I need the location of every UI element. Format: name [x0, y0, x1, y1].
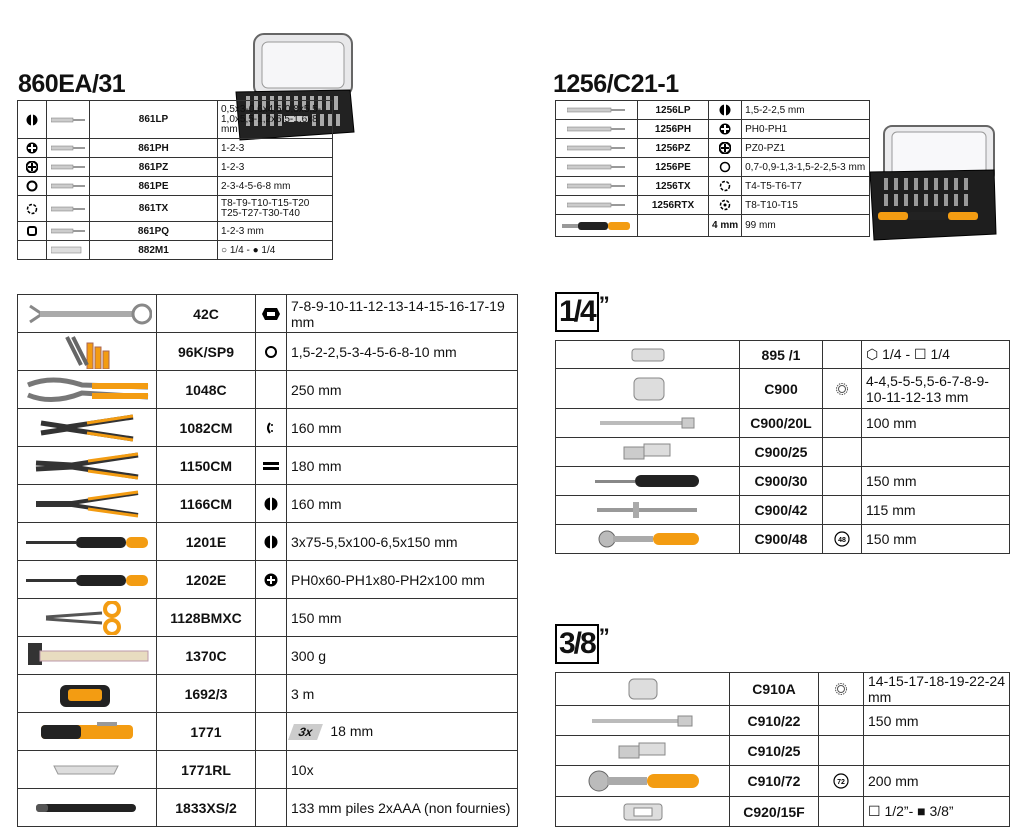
table-row — [556, 766, 1010, 797]
tool-image — [18, 561, 157, 599]
tool-image — [18, 371, 157, 409]
bit-image — [47, 139, 90, 158]
tool-code: 1771RL — [157, 751, 256, 789]
slot-icon — [256, 523, 287, 561]
threeeighth-drive-table — [555, 672, 1010, 827]
tool-code: C910/72 — [730, 766, 819, 797]
symbol-cell — [256, 751, 287, 789]
tool-spec-text: ⬡ 1/4 - ☐ 1/4 — [866, 346, 950, 362]
hex-socket-icon — [709, 158, 742, 177]
tool-code: C910/22 — [730, 706, 819, 736]
tool-spec-text: 300 g — [291, 647, 327, 664]
pozidriv-icon — [18, 158, 47, 177]
tool-spec — [862, 467, 1010, 496]
bit-spec: 1,5-2-2,5 mm — [742, 101, 870, 120]
tool-spec — [864, 673, 1010, 706]
phillips-icon — [709, 120, 742, 139]
tool-spec-text: 14-15-17-18-19-22-24 mm — [868, 673, 1005, 705]
tool-image — [18, 713, 157, 751]
tool-spec — [287, 675, 518, 713]
table-row — [18, 241, 333, 260]
tool-image — [18, 409, 157, 447]
tool-spec — [864, 736, 1010, 766]
slot-icon — [709, 101, 742, 120]
bit-spec: 1-2-3 mm — [218, 222, 333, 241]
tool-image — [18, 789, 157, 827]
symbol-cell — [256, 713, 287, 751]
bit-case-image — [868, 124, 998, 244]
tool-code: 1201E — [157, 523, 256, 561]
table-row — [18, 158, 333, 177]
tool-table — [17, 294, 518, 827]
table-row — [556, 177, 870, 196]
tool-spec — [862, 525, 1010, 554]
symbol-cell — [823, 341, 862, 369]
table-row — [18, 139, 333, 158]
drive-header-threeeighth — [555, 624, 610, 664]
tool-image — [18, 523, 157, 561]
set-title-right: 1256/C21-1 — [553, 70, 679, 98]
bit-spec: 0,5x3-0,6x4,5-0,8x5,5-1,0x5,5-1,2x6,5-1,6x8 mm — [218, 101, 333, 139]
tool-spec — [862, 369, 1010, 409]
bit-spec: 1-2-3 — [218, 139, 333, 158]
tool-code: 1150CM — [157, 447, 256, 485]
tool-code: 42C — [157, 295, 256, 333]
tool-spec-text: PH0x60-PH1x80-PH2x100 mm — [291, 571, 485, 588]
table-row — [18, 599, 518, 637]
tool-code: 1128BMXC — [157, 599, 256, 637]
table-row — [18, 177, 333, 196]
phillips-icon — [18, 139, 47, 158]
bit-code: 1256PH — [638, 120, 709, 139]
tool-code: 1692/3 — [157, 675, 256, 713]
tool-image — [556, 766, 730, 797]
bit-code: 861PH — [90, 139, 218, 158]
tool-image — [18, 751, 157, 789]
table-row — [556, 673, 1010, 706]
table-row — [18, 675, 518, 713]
tool-code: C900/20L — [740, 409, 823, 438]
table-row — [18, 196, 333, 222]
bit-code: 1256TX — [638, 177, 709, 196]
tool-image — [18, 333, 157, 371]
symbol-cell — [819, 797, 864, 827]
table-row — [556, 139, 870, 158]
tool-spec — [287, 295, 518, 333]
bit-image — [47, 101, 90, 139]
bit-spec: ○ 1/4 - ● 1/4 — [218, 241, 333, 260]
symbol-cell — [256, 637, 287, 675]
tool-spec-text: 4-4,5-5-5,5-6-7-8-9-10-11-12-13 mm — [866, 372, 989, 405]
tool-spec — [864, 797, 1010, 827]
table-row — [18, 447, 518, 485]
flat-jaw-icon — [256, 447, 287, 485]
tool-image — [556, 496, 740, 525]
inch-mark: ” — [598, 624, 610, 649]
tool-code: C900/25 — [740, 438, 823, 467]
table-row — [18, 295, 518, 333]
tool-image — [556, 369, 740, 409]
tool-spec — [287, 333, 518, 371]
symbol-cell — [823, 409, 862, 438]
bit-image — [47, 196, 90, 222]
symbol-cell — [256, 371, 287, 409]
set-table-left — [17, 100, 333, 260]
tool-spec-text: 115 mm — [866, 502, 916, 518]
round-jaw-icon — [256, 485, 287, 523]
table-row — [556, 525, 1010, 554]
bit-image — [556, 196, 638, 215]
slot-icon — [18, 101, 47, 139]
tool-spec — [862, 409, 1010, 438]
tool-spec-text: 3 m — [291, 685, 315, 702]
phillips-icon — [256, 561, 287, 599]
symbol-cell — [256, 599, 287, 637]
bit-code: 861PE — [90, 177, 218, 196]
square-icon — [18, 222, 47, 241]
bit-code: 1256LP — [638, 101, 709, 120]
tool-image — [556, 797, 730, 827]
tool-spec — [864, 706, 1010, 736]
svg-text:48: 48 — [838, 537, 846, 544]
tool-image — [556, 673, 730, 706]
blade-count-badge: 3x — [288, 724, 323, 740]
bit-code: 1256RTX — [638, 196, 709, 215]
table-row — [556, 736, 1010, 766]
bit-spec: T8-T9-T10-T15-T20 T25-T27-T30-T40 — [218, 196, 333, 222]
tool-image — [556, 467, 740, 496]
drive-label: 1/4 — [555, 292, 599, 332]
bit-code: 861PZ — [90, 158, 218, 177]
torx-icon — [18, 196, 47, 222]
tool-spec-text: 150 mm — [866, 473, 917, 489]
table-row — [556, 215, 870, 237]
tool-image — [18, 485, 157, 523]
handle-size: 4 mm — [709, 215, 742, 237]
tool-image — [556, 438, 740, 467]
set-table-right — [555, 100, 870, 237]
tool-code: 1082CM — [157, 409, 256, 447]
symbol-cell — [819, 706, 864, 736]
tool-code: C900/42 — [740, 496, 823, 525]
tool-spec-text: 10x — [291, 761, 314, 778]
quarter-drive-table — [555, 340, 1010, 554]
tool-image — [556, 341, 740, 369]
bit-code: 861TX — [90, 196, 218, 222]
tool-image — [18, 447, 157, 485]
symbol-cell — [823, 496, 862, 525]
table-row — [556, 438, 1010, 467]
table-row — [18, 409, 518, 447]
table-row — [556, 158, 870, 177]
tool-code: 895 /1 — [740, 341, 823, 369]
table-row — [556, 120, 870, 139]
bit-spec: 0,7-0,9-1,3-1,5-2-2,5-3 mm — [742, 158, 870, 177]
bit-image — [556, 158, 638, 177]
table-row — [556, 101, 870, 120]
tool-code: C910/25 — [730, 736, 819, 766]
torx-tamper-icon — [709, 196, 742, 215]
cutter-icon — [256, 409, 287, 447]
symbol-cell — [256, 789, 287, 827]
tool-spec-text: 3x75-5,5x100-6,5x150 mm — [291, 533, 458, 550]
table-row — [18, 333, 518, 371]
inch-mark: ” — [598, 292, 610, 317]
set-title-left: 860EA/31 — [18, 70, 126, 98]
tool-image — [556, 409, 740, 438]
table-row — [556, 369, 1010, 409]
tool-image — [556, 525, 740, 554]
table-row — [556, 341, 1010, 369]
bit-spec: PZ0-PZ1 — [742, 139, 870, 158]
tool-spec — [287, 523, 518, 561]
tool-code: C900/48 — [740, 525, 823, 554]
tool-spec-text: 1,5-2-2,5-3-4-5-6-8-10 mm — [291, 343, 457, 360]
bit-holder-image — [47, 241, 90, 260]
hex-socket-icon — [256, 333, 287, 371]
tool-spec-text: 200 mm — [868, 773, 919, 789]
bit-code: 861LP — [90, 101, 218, 139]
bit-spec: PH0-PH1 — [742, 120, 870, 139]
tool-spec-text: 150 mm — [291, 609, 342, 626]
tool-spec — [287, 447, 518, 485]
tool-spec — [287, 713, 518, 751]
bit-spec: 99 mm — [742, 215, 870, 237]
tool-code: 96K/SP9 — [157, 333, 256, 371]
tool-spec — [287, 599, 518, 637]
bit-image — [47, 222, 90, 241]
table-row — [18, 789, 518, 827]
tool-spec — [287, 485, 518, 523]
symbol-cell — [256, 675, 287, 713]
handle-image — [556, 215, 638, 237]
tool-image — [18, 675, 157, 713]
svg-text:72: 72 — [837, 779, 845, 786]
hex-socket-icon — [18, 177, 47, 196]
socket-icon — [823, 369, 862, 409]
table-row — [18, 561, 518, 599]
bit-spec: T8-T10-T15 — [742, 196, 870, 215]
drive-header-quarter — [555, 292, 610, 332]
bit-image — [556, 139, 638, 158]
bit-code: 1256PE — [638, 158, 709, 177]
table-row — [556, 409, 1010, 438]
tool-spec — [864, 766, 1010, 797]
tool-spec-text: 150 mm — [866, 531, 917, 547]
tool-code: C920/15F — [730, 797, 819, 827]
tool-spec — [862, 341, 1010, 369]
symbol-cell — [823, 467, 862, 496]
bit-spec: 1-2-3 — [218, 158, 333, 177]
ratchet-48-icon — [823, 525, 862, 554]
tool-image — [18, 637, 157, 675]
tool-spec-text: 100 mm — [866, 415, 917, 431]
tool-spec-text: 160 mm — [291, 419, 342, 436]
tool-spec-text: 133 mm piles 2xAAA (non fournies) — [291, 799, 511, 816]
socket-icon — [819, 673, 864, 706]
tool-image — [556, 706, 730, 736]
table-row — [556, 196, 870, 215]
tool-code: 1833XS/2 — [157, 789, 256, 827]
table-row — [556, 496, 1010, 525]
tool-spec-text: 150 mm — [868, 712, 919, 729]
bit-image — [556, 177, 638, 196]
tool-spec-text: 160 mm — [291, 495, 342, 512]
tool-spec-text: ☐ 1/2”- ■ 3/8” — [868, 803, 954, 819]
symbol-cell — [819, 736, 864, 766]
table-row — [18, 523, 518, 561]
tool-spec — [287, 789, 518, 827]
table-row — [18, 751, 518, 789]
symbol-cell — [823, 438, 862, 467]
tool-image — [556, 736, 730, 766]
tool-code: C900 — [740, 369, 823, 409]
torx-icon — [709, 177, 742, 196]
bit-spec: 2-3-4-5-6-8 mm — [218, 177, 333, 196]
tool-spec-text: 180 mm — [291, 457, 342, 474]
bit-code — [638, 215, 709, 237]
tool-spec-text: 18 mm — [330, 723, 374, 739]
tool-spec — [287, 751, 518, 789]
table-row — [18, 713, 518, 751]
tool-image — [18, 295, 157, 333]
table-row — [556, 467, 1010, 496]
tool-code: C910A — [730, 673, 819, 706]
bit-code: 1256PZ — [638, 139, 709, 158]
ratchet-72-icon — [819, 766, 864, 797]
bit-image — [556, 120, 638, 139]
tool-image — [18, 599, 157, 637]
tool-spec-text: 250 mm — [291, 381, 342, 398]
tool-code: 1202E — [157, 561, 256, 599]
tool-code: C900/30 — [740, 467, 823, 496]
bit-spec: T4-T5-T6-T7 — [742, 177, 870, 196]
bit-image — [47, 158, 90, 177]
tool-code: 1771 — [157, 713, 256, 751]
table-row — [18, 222, 333, 241]
nut-icon — [256, 295, 287, 333]
table-row — [556, 706, 1010, 736]
tool-code: 1166CM — [157, 485, 256, 523]
tool-code: 1370C — [157, 637, 256, 675]
table-row — [18, 485, 518, 523]
tool-spec — [287, 409, 518, 447]
table-row — [556, 797, 1010, 827]
table-row — [18, 101, 333, 139]
tool-spec — [862, 496, 1010, 525]
tool-spec — [862, 438, 1010, 467]
bit-image — [556, 101, 638, 120]
drive-label: 3/8 — [555, 624, 599, 664]
tool-spec — [287, 561, 518, 599]
bit-code: 882M1 — [90, 241, 218, 260]
tool-spec — [287, 637, 518, 675]
tool-spec-text: 7-8-9-10-11-12-13-14-15-16-17-19 mm — [291, 297, 505, 330]
pozidriv-icon — [709, 139, 742, 158]
tool-code: 1048C — [157, 371, 256, 409]
bit-code: 861PQ — [90, 222, 218, 241]
bit-image — [47, 177, 90, 196]
tool-spec — [287, 371, 518, 409]
table-row — [18, 637, 518, 675]
table-row — [18, 371, 518, 409]
